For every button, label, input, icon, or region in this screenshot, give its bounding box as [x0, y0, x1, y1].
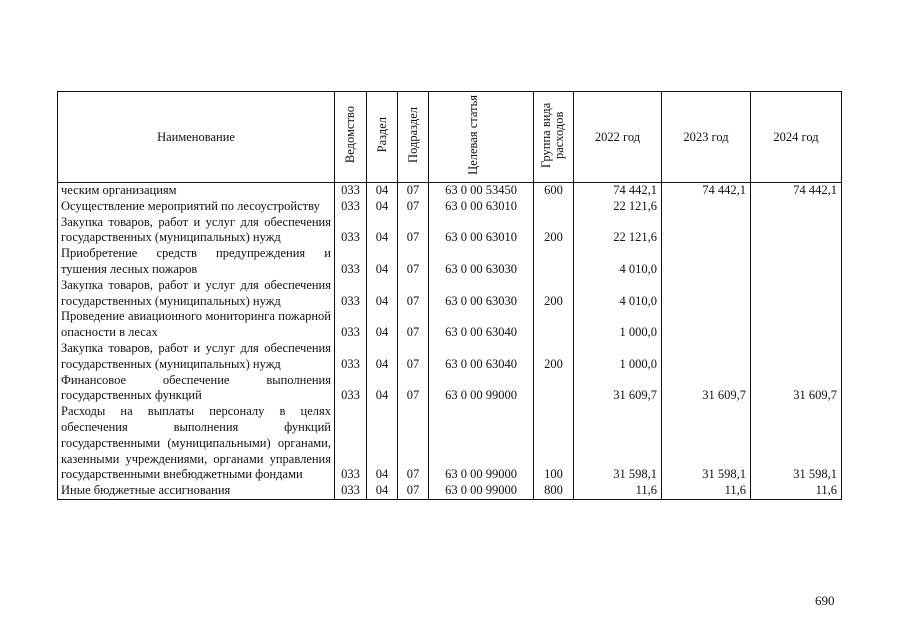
cell-group: 100	[534, 404, 574, 483]
cell-2022: 11,6	[574, 483, 662, 499]
header-row	[58, 92, 842, 183]
cell-group: 200	[534, 341, 574, 373]
table-body	[58, 183, 842, 500]
cell-2022: 31 609,7	[574, 373, 662, 405]
cell-name: Осуществление мероприятий по лесоустройству	[58, 199, 335, 215]
cell-2022: 31 598,1	[574, 404, 662, 483]
cell-subsection: 07	[398, 215, 429, 247]
table-row	[58, 341, 842, 373]
cell-subsection: 07	[398, 183, 429, 199]
header-section: Раздел	[367, 92, 398, 183]
table-row	[58, 215, 842, 247]
cell-2022: 74 442,1	[574, 183, 662, 199]
cell-name: Закупка товаров, работ и услуг для обеспечения государственных (муниципальных) нужд	[58, 215, 335, 247]
cell-name: Иные бюджетные ассигнования	[58, 483, 335, 499]
cell-2023	[662, 278, 751, 310]
cell-2022: 22 121,6	[574, 215, 662, 247]
cell-group	[534, 309, 574, 341]
cell-2024: 11,6	[751, 483, 842, 499]
cell-dept: 033	[335, 373, 367, 405]
cell-target: 63 0 00 63010	[429, 215, 534, 247]
table-row	[58, 246, 842, 278]
header-target: Целевая статья	[429, 92, 534, 183]
cell-subsection: 07	[398, 404, 429, 483]
header-2022: 2022 год	[574, 92, 662, 183]
header-2024: 2024 год	[751, 92, 842, 183]
cell-dept: 033	[335, 309, 367, 341]
cell-name: Приобретение средств предупреждения и тушения лесных пожаров	[58, 246, 335, 278]
cell-dept: 033	[335, 183, 367, 199]
cell-group	[534, 373, 574, 405]
header-subsection: Подраздел	[398, 92, 429, 183]
cell-2024	[751, 199, 842, 215]
cell-2024	[751, 215, 842, 247]
cell-2024: 31 609,7	[751, 373, 842, 405]
table-row	[58, 199, 842, 215]
cell-target: 63 0 00 63040	[429, 341, 534, 373]
cell-subsection: 07	[398, 309, 429, 341]
cell-subsection: 07	[398, 341, 429, 373]
cell-name: Закупка товаров, работ и услуг для обеспечения государственных (муниципальных) нужд	[58, 278, 335, 310]
cell-2024	[751, 278, 842, 310]
cell-target: 63 0 00 63030	[429, 278, 534, 310]
cell-target: 63 0 00 63030	[429, 246, 534, 278]
cell-target: 63 0 00 53450	[429, 183, 534, 199]
cell-group: 800	[534, 483, 574, 499]
cell-2022: 1 000,0	[574, 341, 662, 373]
cell-section: 04	[367, 341, 398, 373]
header-2023: 2023 год	[662, 92, 751, 183]
cell-dept: 033	[335, 404, 367, 483]
cell-2024	[751, 309, 842, 341]
cell-2023: 31 598,1	[662, 404, 751, 483]
cell-group: 200	[534, 278, 574, 310]
header-group: Группа вида расходов	[534, 92, 574, 183]
cell-section: 04	[367, 199, 398, 215]
table-row	[58, 278, 842, 310]
cell-section: 04	[367, 246, 398, 278]
table-row	[58, 373, 842, 405]
cell-dept: 033	[335, 278, 367, 310]
budget-table	[57, 91, 842, 500]
cell-2024	[751, 246, 842, 278]
cell-name: Проведение авиационного мониторинга пожарной опасности в лесах	[58, 309, 335, 341]
cell-group	[534, 199, 574, 215]
cell-target: 63 0 00 99000	[429, 373, 534, 405]
table-row	[58, 404, 842, 483]
cell-2023	[662, 309, 751, 341]
cell-subsection: 07	[398, 373, 429, 405]
cell-2024	[751, 341, 842, 373]
cell-2023: 74 442,1	[662, 183, 751, 199]
cell-2024: 74 442,1	[751, 183, 842, 199]
cell-section: 04	[367, 278, 398, 310]
cell-section: 04	[367, 183, 398, 199]
cell-section: 04	[367, 404, 398, 483]
cell-2023	[662, 215, 751, 247]
cell-2024: 31 598,1	[751, 404, 842, 483]
cell-subsection: 07	[398, 483, 429, 499]
cell-name: Закупка товаров, работ и услуг для обеспечения государственных (муниципальных) нужд	[58, 341, 335, 373]
cell-subsection: 07	[398, 246, 429, 278]
cell-2023: 31 609,7	[662, 373, 751, 405]
page-number: 690	[815, 593, 835, 608]
cell-dept: 033	[335, 246, 367, 278]
cell-name: Расходы на выплаты персоналу в целях обеспечения выполнения функций государственными (муниципальными) органами, казенными учреждениями, органами управления государственными внебюджетными фондами	[58, 404, 335, 483]
cell-target: 63 0 00 63040	[429, 309, 534, 341]
cell-group: 600	[534, 183, 574, 199]
header-dept: Ведомство	[335, 92, 367, 183]
cell-2023	[662, 341, 751, 373]
cell-dept: 033	[335, 199, 367, 215]
cell-group: 200	[534, 215, 574, 247]
cell-subsection: 07	[398, 278, 429, 310]
cell-target: 63 0 00 63010	[429, 199, 534, 215]
table-row	[58, 183, 842, 199]
cell-target: 63 0 00 99000	[429, 404, 534, 483]
cell-subsection: 07	[398, 199, 429, 215]
cell-section: 04	[367, 483, 398, 499]
table-row	[58, 483, 842, 499]
cell-name: Финансовое обеспечение выполнения государственных функций	[58, 373, 335, 405]
cell-section: 04	[367, 373, 398, 405]
table-row	[58, 309, 842, 341]
cell-2022: 22 121,6	[574, 199, 662, 215]
cell-2022: 4 010,0	[574, 246, 662, 278]
cell-dept: 033	[335, 341, 367, 373]
cell-section: 04	[367, 215, 398, 247]
header-name: Наименование	[58, 92, 335, 183]
cell-section: 04	[367, 309, 398, 341]
cell-dept: 033	[335, 483, 367, 499]
cell-2023	[662, 199, 751, 215]
cell-2023	[662, 246, 751, 278]
cell-2022: 1 000,0	[574, 309, 662, 341]
cell-name: ческим организациям	[58, 183, 335, 199]
cell-2023: 11,6	[662, 483, 751, 499]
cell-group	[534, 246, 574, 278]
cell-target: 63 0 00 99000	[429, 483, 534, 499]
cell-dept: 033	[335, 215, 367, 247]
cell-2022: 4 010,0	[574, 278, 662, 310]
